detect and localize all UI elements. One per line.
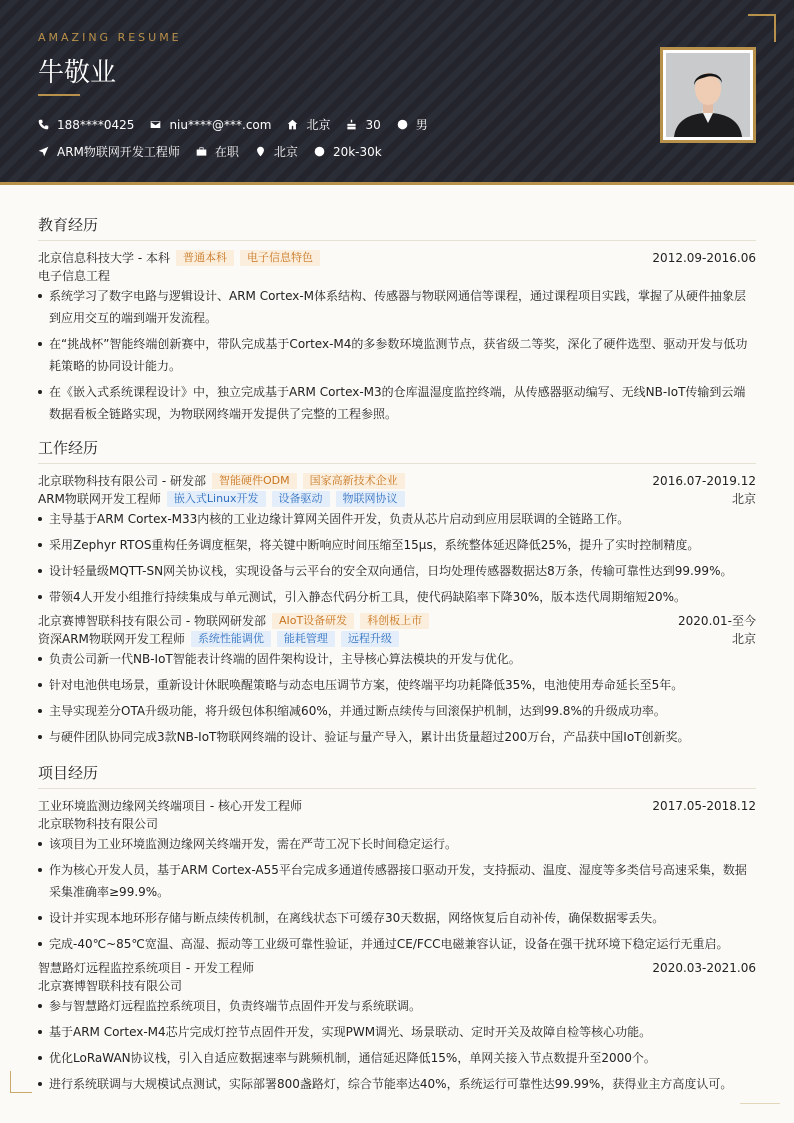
job-date: 2016.07-2019.12 [652,474,756,488]
work-section [38,437,756,752]
company-tag: 科创板上市 [360,613,429,629]
job-role-row [38,630,756,648]
school-tag: 电子信息特色 [240,250,320,266]
list-item: 基于ARM Cortex-M4芯片完成灯控节点固件开发，实现PWM调光、场景联动、定时开关及故障自检等核心功能。 [38,1021,756,1043]
avatar [666,53,750,137]
project-entry [38,959,756,1095]
phone-item [38,118,134,132]
status-item [196,143,239,160]
location-pin-icon [255,146,266,157]
list-item: 完成-40℃~85℃宽温、高湿、振动等工业级可靠性验证，并通过CE/FCC电磁兼容认证，设备在强干扰环境下稳定运行无重启。 [38,933,756,955]
project-bullets [38,995,756,1095]
project-company: 北京赛博智联科技有限公司 [38,979,183,993]
job-role-row [38,490,756,508]
role-tag: 能耗管理 [277,631,335,647]
phone-icon [38,119,49,130]
job-location: 北京 [731,492,756,506]
target-city: 北京 [273,145,298,159]
candidate-name: 牛敬业 [38,58,117,88]
education-header [38,249,756,267]
corner-ornament [748,14,776,42]
company-tag: 国家高新技术企业 [303,473,405,489]
gender: 男 [415,118,428,132]
contact-row [38,116,444,133]
company-tag: AIoT设备研发 [272,613,354,629]
role-tag: 物联网协议 [336,491,405,507]
position-item [38,143,180,160]
resume-header [0,0,794,185]
list-item: 设计并实现本地环形存储与断点续传机制，在离线状态下可缓存30天数据，网络恢复后自动补传，确保数据零丢失。 [38,907,756,929]
job-location: 北京 [731,632,756,646]
tagline: AMAZING RESUME [38,31,182,44]
phone-number: 188****0425 [57,117,135,132]
gender-icon [397,119,408,130]
list-item: 参与智慧路灯远程监控系统项目，负责终端节点固件开发与系统联调。 [38,995,756,1017]
expected-salary: 20k-30k [332,144,382,159]
home-icon [287,119,298,130]
job-bullets [38,508,756,608]
job-intent-row [38,143,398,160]
project-company: 北京联物科技有限公司 [38,817,159,831]
salary-item [314,145,382,159]
school-name: 北京信息科技大学 - 本科 [38,251,170,265]
age-item [346,118,380,132]
project-bullets [38,833,756,955]
list-item: 带领4人开发小组推行持续集成与单元测试，引入静态代码分析工具，使代码缺陷率下降30%，版本迭代周期缩短20%。 [38,586,756,608]
email-address: niu****@***.com [169,117,272,132]
project-header [38,797,756,815]
project-date: 2017.05-2018.12 [652,799,756,813]
list-item: 在“挑战杯”智能终端创新赛中，带队完成基于Cortex-M4的多参数环境监测节点，获省级二等奖，深化了硬件选型、驱动开发与低功耗策略的协同设计能力。 [38,333,756,377]
briefcase-icon [196,146,207,157]
list-item: 采用Zephyr RTOS重构任务调度框架，将关键中断响应时间压缩至15μs，系统整体延迟降低25%，提升了实时控制精度。 [38,534,756,556]
cake-icon [346,119,357,130]
company-tag: 智能硬件ODM [212,473,297,489]
project-header [38,959,756,977]
gender-item [397,116,428,133]
list-item: 与硬件团队协同完成3款NB-IoT物联网终端的设计、验证与量产导入，累计出货量超过200万台，产品获中国IoT创新奖。 [38,726,756,748]
list-item: 负责公司新一代NB-IoT智能表计终端的固件架构设计，主导核心算法模块的开发与优化。 [38,648,756,670]
section-title: 教育经历 [38,214,756,241]
list-item: 优化LoRaWAN协议栈，引入自适应数据速率与跳频机制，通信延迟降低15%，单网关接入节点数提升至2000个。 [38,1047,756,1069]
name-divider [38,94,80,96]
company-name: 北京赛博智联科技有限公司 - 物联网研发部 [38,614,266,628]
education-bullets [38,285,756,425]
corner-ornament [740,1103,780,1104]
send-icon [38,146,49,157]
major: 电子信息工程 [38,269,111,283]
job-date: 2020.01-至今 [678,614,756,628]
education-section [38,214,756,429]
projects-section [38,762,756,1099]
role-tag: 系统性能调优 [191,631,271,647]
job-entry [38,472,756,608]
list-item: 主导实现差分OTA升级功能，将升级包体积缩减60%，并通过断点续传与回滚保护机制，达到99.8%的升级成功率。 [38,700,756,722]
list-item: 该项目为工业环境监测边缘网关终端开发，需在严苛工况下长时间稳定运行。 [38,833,756,855]
list-item: 针对电池供电场景，重新设计休眠唤醒策略与动态电压调节方案，使终端平均功耗降低35%，电池使用寿命延长至5年。 [38,674,756,696]
job-company-row [38,472,756,490]
target-position: ARM物联网开发工程师 [57,145,180,159]
email-item [150,118,271,132]
company-name: 北京联物科技有限公司 - 研发部 [38,474,206,488]
list-item: 进行系统联调与大规模试点测试，实际部署800盏路灯，综合节能率达40%，系统运行可靠性达99.99%，获得业主方高度认可。 [38,1073,756,1095]
job-bullets [38,648,756,748]
city-item [255,143,298,160]
list-item: 在《嵌入式系统课程设计》中，独立完成基于ARM Cortex-M3的仓库温湿度监控终端，从传感器驱动编写、无线NB-IoT传输到云端数据看板全链路实现，为物联网终端开发提供了完整的工程参照。 [38,381,756,425]
money-icon [314,146,325,157]
hometown-item [287,116,330,133]
age: 30 [365,117,381,132]
list-item: 作为核心开发人员，基于ARM Cortex-A55平台完成多通道传感器接口驱动开发，支持振动、温度、湿度等多类信号高速采集，数据采集准确率≥99.9%。 [38,859,756,903]
project-name: 智慧路灯远程监控系统项目 - 开发工程师 [38,961,254,975]
school-tag: 普通本科 [176,250,234,266]
job-company-row [38,612,756,630]
section-title: 工作经历 [38,437,756,464]
education-date: 2012.09-2016.06 [652,251,756,265]
corner-ornament [10,1071,32,1093]
project-date: 2020.03-2021.06 [652,961,756,975]
list-item: 系统学习了数字电路与逻辑设计、ARM Cortex-M体系结构、传感器与物联网通信等课程，通过课程项目实践，掌握了从硬件抽象层到应用交互的端到端开发流程。 [38,285,756,329]
mail-icon [150,119,161,130]
job-role: ARM物联网开发工程师 [38,492,161,506]
hometown: 北京 [306,118,331,132]
job-role: 资深ARM物联网开发工程师 [38,632,185,646]
section-title: 项目经历 [38,762,756,789]
role-tag: 设备驱动 [272,491,330,507]
job-status: 在职 [214,145,239,159]
project-entry [38,797,756,955]
role-tag: 嵌入式Linux开发 [167,491,266,507]
profile-photo [660,47,756,143]
project-name: 工业环境监测边缘网关终端项目 - 核心开发工程师 [38,799,302,813]
list-item: 设计轻量级MQTT-SN网关协议栈，实现设备与云平台的安全双向通信，日均处理传感器数据达8万条，传输可靠性达到99.99%。 [38,560,756,582]
job-entry [38,612,756,748]
list-item: 主导基于ARM Cortex-M33内核的工业边缘计算网关固件开发，负责从芯片启动到应用层联调的全链路工作。 [38,508,756,530]
role-tag: 远程升级 [341,631,399,647]
